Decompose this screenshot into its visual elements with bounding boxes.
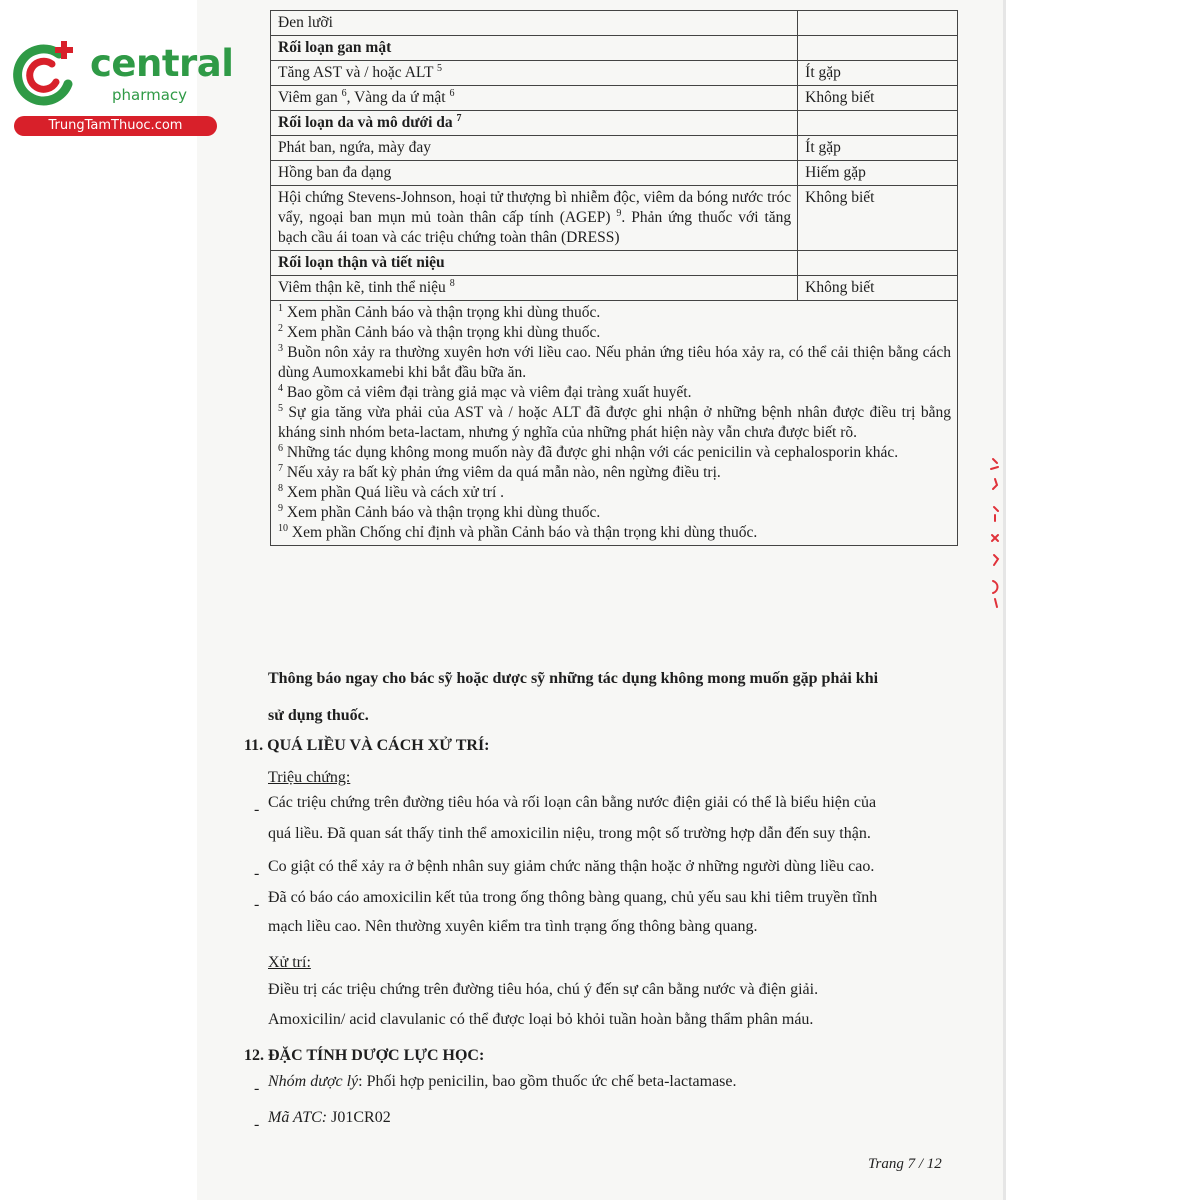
paragraph-line: Đã có báo cáo amoxicilin kết tủa trong ống thông bàng quang, chủ yếu sau khi tiêm truyền tĩnh [268,889,878,906]
notice-line: Thông báo ngay cho bác sỹ hoặc dược sỹ những tác dụng không mong muốn gặp phải khi [268,670,879,687]
frequency-cell [798,111,958,136]
subheading-symptoms: Triệu chứng: [268,769,351,786]
table-group-row [271,111,958,136]
frequency-cell: Không biết [798,186,958,251]
footnote: $^3$ Buồn nôn xảy ra thường xuyên hơn với liều cao. Nếu phản ứng tiêu hóa xảy ra, có thể cải thiện bằng cách dùng Aumoxkamebi khi bắt đầu bữa ăn. [278,342,951,381]
table-row [271,136,958,161]
section-heading: 11. QUÁ LIỀU VÀ CÁCH XỬ TRÍ: [244,737,490,754]
frequency-cell: Không biết [798,276,958,301]
effect-cell: Hội chứng Stevens-Johnson, hoại tử thượng bì nhiễm độc, viêm da bóng nước tróc vẩy, ngoại ban mụn mủ toàn thân cấp tính (AGEP) $^9$. Phản ứng thuốc với tăng bạch cầu ái toan và các triệu chứng toàn thân (DRESS) [271,186,798,251]
footnote: $^5$ Sự gia tăng vừa phải của AST và / hoặc ALT đã được ghi nhận ở những bệnh nhân được điều trị bằng kháng sinh nhóm beta-lactam, nhưng ý nghĩa của những phát hiện này vẫn chưa được biết rõ. [278,402,951,441]
atc-code-label: Mã ATC: [268,1109,328,1126]
bullet-marker: - [254,865,260,882]
footnote: $^1$ Xem phần Cảnh báo và thận trọng khi dùng thuốc. [278,302,601,321]
table-row [271,61,958,86]
footnote: $^6$ Những tác dụng không mong muốn này đã được ghi nhận với các penicilin và cephalosporin khác. [278,442,899,461]
paragraph-line: quá liều. Đã quan sát thấy tinh thể amoxicilin niệu, trong một số trường hợp dẫn đến suy thận. [268,825,871,842]
paragraph-line: Các triệu chứng trên đường tiêu hóa và rối loạn cân bằng nước điện giải có thể là biểu hiện của [268,794,877,811]
table-row [271,186,958,251]
table-group-row [271,251,958,276]
table-group-row [271,36,958,61]
effect-cell: Tăng AST và / hoặc ALT $^5$ [271,61,798,86]
footnote: $^{10}$ Xem phần Chống chỉ định và phần Cảnh báo và thận trọng khi dùng thuốc. [278,522,758,541]
paragraph-line: Amoxicilin/ acid clavulanic có thể được loại bỏ khỏi tuần hoàn bằng thẩm phân máu. [268,1011,814,1028]
page-number: Trang 7 / 12 [868,1156,942,1172]
bullet-marker: - [254,896,260,913]
pharmacologic-group-label: Nhóm dược lý [268,1073,359,1090]
frequency-cell [798,36,958,61]
effect-cell: Viêm thận kẽ, tinh thể niệu $^8$ [271,276,798,301]
table-row [271,86,958,111]
table-row [271,161,958,186]
table-row [271,11,958,36]
group-heading-cell: Rối loạn gan mật [271,36,798,61]
notice-line: sử dụng thuốc. [268,707,369,724]
footnote: $^8$ Xem phần Quá liều và cách xử trí . [278,482,505,501]
table-row [271,276,958,301]
pharmacy-logo-icon [12,40,80,108]
group-heading-cell: Rối loạn thận và tiết niệu [271,251,798,276]
footnote: $^7$ Nếu xảy ra bất kỳ phản ứng viêm da quá mẫn nào, nên ngừng điều trị. [278,462,721,481]
footnote: $^4$ Bao gồm cả viêm đại tràng giả mạc và viêm đại tràng xuất huyết. [278,382,692,401]
footnote: $^2$ Xem phần Cảnh báo và thận trọng khi dùng thuốc. [278,322,601,341]
logo-sub-text: pharmacy [112,86,188,104]
paragraph-line: mạch liều cao. Nên thường xuyên kiểm tra tình trạng ống thông bàng quang. [268,918,758,935]
effect-cell: Đen lưỡi [271,11,798,36]
frequency-cell: Hiếm gặp [798,161,958,186]
footnotes-cell [271,301,958,546]
bullet-marker: - [254,801,260,818]
adverse-effects-table [270,10,958,546]
red-stamp-marks [985,455,1005,615]
effect-cell: Hồng ban đa dạng [271,161,798,186]
central-pharmacy-logo[interactable] [8,36,234,136]
logo-site-link[interactable]: TrungTamThuoc.com [14,116,217,136]
group-heading-cell: Rối loạn da và mô dưới da $^7$ [271,111,798,136]
subheading-treatment: Xử trí: [268,954,311,971]
paragraph-line: Mã ATC: J01CR02 [268,1109,391,1126]
paragraph-line: Co giật có thể xảy ra ở bệnh nhân suy giảm chức năng thận hoặc ở những người dùng liều cao. [268,858,875,875]
frequency-cell: Ít gặp [798,136,958,161]
frequency-cell [798,11,958,36]
logo-brand-text: central [90,42,234,85]
footnotes-row [271,301,958,546]
footnote: $^9$ Xem phần Cảnh báo và thận trọng khi dùng thuốc. [278,502,601,521]
frequency-cell: Ít gặp [798,61,958,86]
frequency-cell [798,251,958,276]
effect-cell: Viêm gan $^6$, Vàng da ứ mật $^6$ [271,86,798,111]
bullet-marker: - [254,1116,260,1133]
bullet-marker: - [254,1080,260,1097]
paragraph-line: Điều trị các triệu chứng trên đường tiêu hóa, chú ý đến sự cân bằng nước và điện giải. [268,981,819,998]
section-heading: 12. ĐẶC TÍNH DƯỢC LỰC HỌC: [244,1047,485,1064]
paragraph-line: Nhóm dược lý: Phối hợp penicilin, bao gồm thuốc ức chế beta-lactamase. [268,1073,737,1090]
effect-cell: Phát ban, ngứa, mày đay [271,136,798,161]
frequency-cell: Không biết [798,86,958,111]
